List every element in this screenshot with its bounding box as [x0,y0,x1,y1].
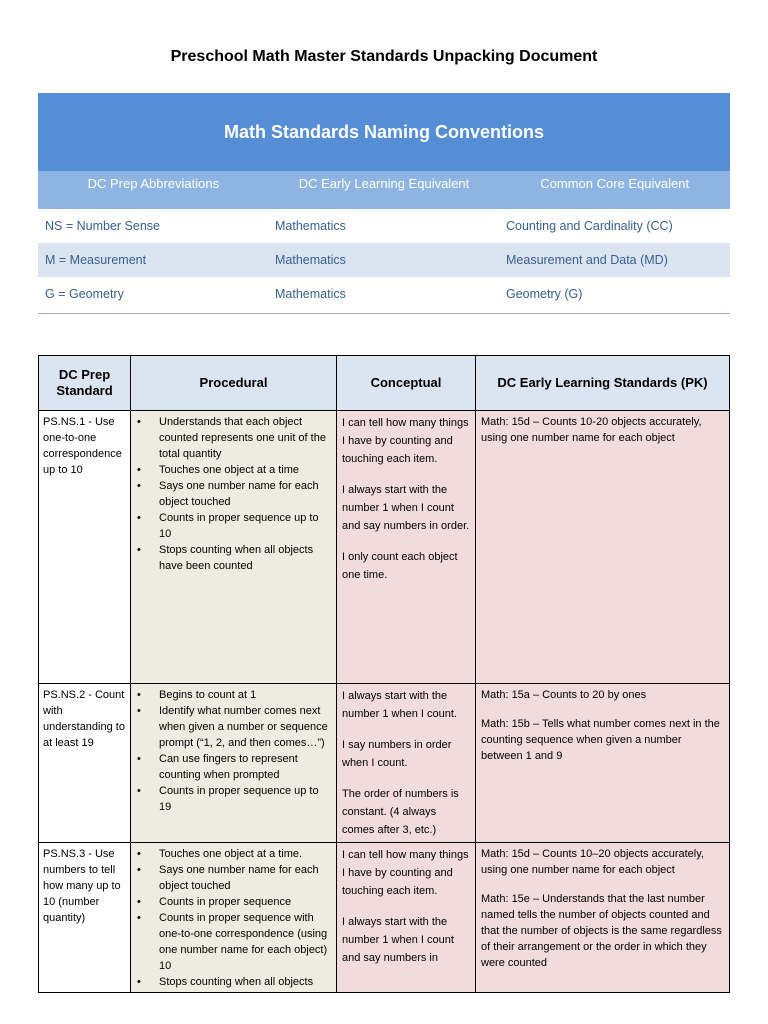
pk-standard: Math: 15b – Tells what number comes next in the counting sequence when given a number between 1 and 9 [481,718,720,762]
conceptual-cell [337,684,476,843]
naming-conventions-heading: Math Standards Naming Conventions [38,93,730,171]
procedural-item: • Touches one object at a time [159,462,332,478]
procedural-item: • Stops counting when all objects [159,974,332,990]
conceptual-statement: I always start with the number 1 when I count and say numbers in [342,916,454,964]
procedural-item: • Understands that each object counted represents one unit of the total quantity [159,414,332,462]
procedural-cell [131,843,337,993]
procedural-item: • Says one number name for each object touched [159,862,332,894]
naming-cell: Mathematics [275,219,346,233]
naming-cell: Mathematics [275,287,346,301]
conceptual-cell [337,411,476,684]
naming-cell: Geometry (G) [506,287,583,301]
pk-standard-cell [476,843,730,993]
column-header-common-core: Common Core Equivalent [540,176,690,191]
column-header-dc-prep: DC Prep Abbreviations [87,176,220,191]
procedural-item: • Counts in proper sequence up to 19 [159,783,332,815]
naming-row-number-sense [38,209,730,243]
standard-cell: PS.NS.1 - Use one-to-one correspondence up to 10 [39,411,131,684]
conceptual-statement: I say numbers in order when I count. [342,739,452,769]
standard-row-ps-ns-1 [39,411,730,684]
header-dc-prep-standard: DC Prep Standard [39,356,131,411]
conceptual-statement: The order of numbers is constant. (4 always comes after 3, etc.) [342,788,459,836]
naming-row-geometry [38,277,730,311]
naming-cell: Mathematics [275,253,346,267]
procedural-item: • Begins to count at 1 [159,687,332,703]
procedural-item: • Stops counting when all objects have been counted [159,542,332,574]
naming-cell: G = Geometry [45,287,124,301]
standard-cell: PS.NS.2 - Count with understanding to at least 19 [39,684,131,843]
conceptual-cell [337,843,476,993]
conceptual-statement: I always start with the number 1 when I count. [342,690,457,720]
standards-table [38,355,730,993]
procedural-item: • Counts in proper sequence with one-to-one correspondence (using one number name for each object) 10 [159,910,332,974]
procedural-item: • Can use fingers to represent counting when prompted [159,751,332,783]
naming-cell: Counting and Cardinality (CC) [506,219,673,233]
pk-standard-cell [476,411,730,684]
standard-cell: PS.NS.3 - Use numbers to tell how many up to 10 (number quantity) [39,843,131,993]
naming-conventions-table [38,93,730,315]
column-header-dc-early-learning: DC Early Learning Equivalent [298,176,470,191]
procedural-item: • Touches one object at a time. [159,846,332,862]
procedural-item: • Counts in proper sequence up to 10 [159,510,332,542]
procedural-cell [131,411,337,684]
pk-standard: Math: 15a – Counts to 20 by ones [481,689,647,701]
naming-table-bottom-rule [38,313,730,314]
pk-standard: Math: 15e – Understands that the last number named tells the number of objects counted and that the number of objects is the same regardless of their arrangement or the order in which they were counted [481,893,722,969]
document-title: Preschool Math Master Standards Unpacking Document [170,48,598,65]
header-conceptual: Conceptual [337,356,476,411]
conceptual-statement: I can tell how many things I have by counting and touching each item. [342,849,469,897]
standards-header-row [39,356,730,411]
pk-standard-cell [476,684,730,843]
header-dc-early-learning-pk: DC Early Learning Standards (PK) [476,356,730,411]
naming-cell: M = Measurement [45,253,147,267]
procedural-cell [131,684,337,843]
naming-cell: NS = Number Sense [45,219,160,233]
conceptual-statement: I only count each object one time. [342,551,458,581]
pk-standard: Math: 15d – Counts 10-20 objects accurately, using one number name for each object [481,416,702,444]
header-procedural: Procedural [131,356,337,411]
procedural-item: • Says one number name for each object touched [159,478,332,510]
pk-standard: Math: 15d – Counts 10–20 objects accurately, using one number name for each object [481,848,704,876]
naming-cell: Measurement and Data (MD) [506,253,668,267]
naming-row-measurement [38,243,730,277]
standard-row-ps-ns-3 [39,843,730,993]
conceptual-statement: I can tell how many things I have by counting and touching each item. [342,417,469,465]
conceptual-statement: I always start with the number 1 when I count and say numbers in order. [342,484,470,532]
naming-conventions-column-headers [38,171,730,209]
procedural-item: • Counts in proper sequence [159,894,332,910]
procedural-item: • Identify what number comes next when given a number or sequence prompt (“1, 2, and then comes…”) [159,703,332,751]
standard-row-ps-ns-2 [39,684,730,843]
